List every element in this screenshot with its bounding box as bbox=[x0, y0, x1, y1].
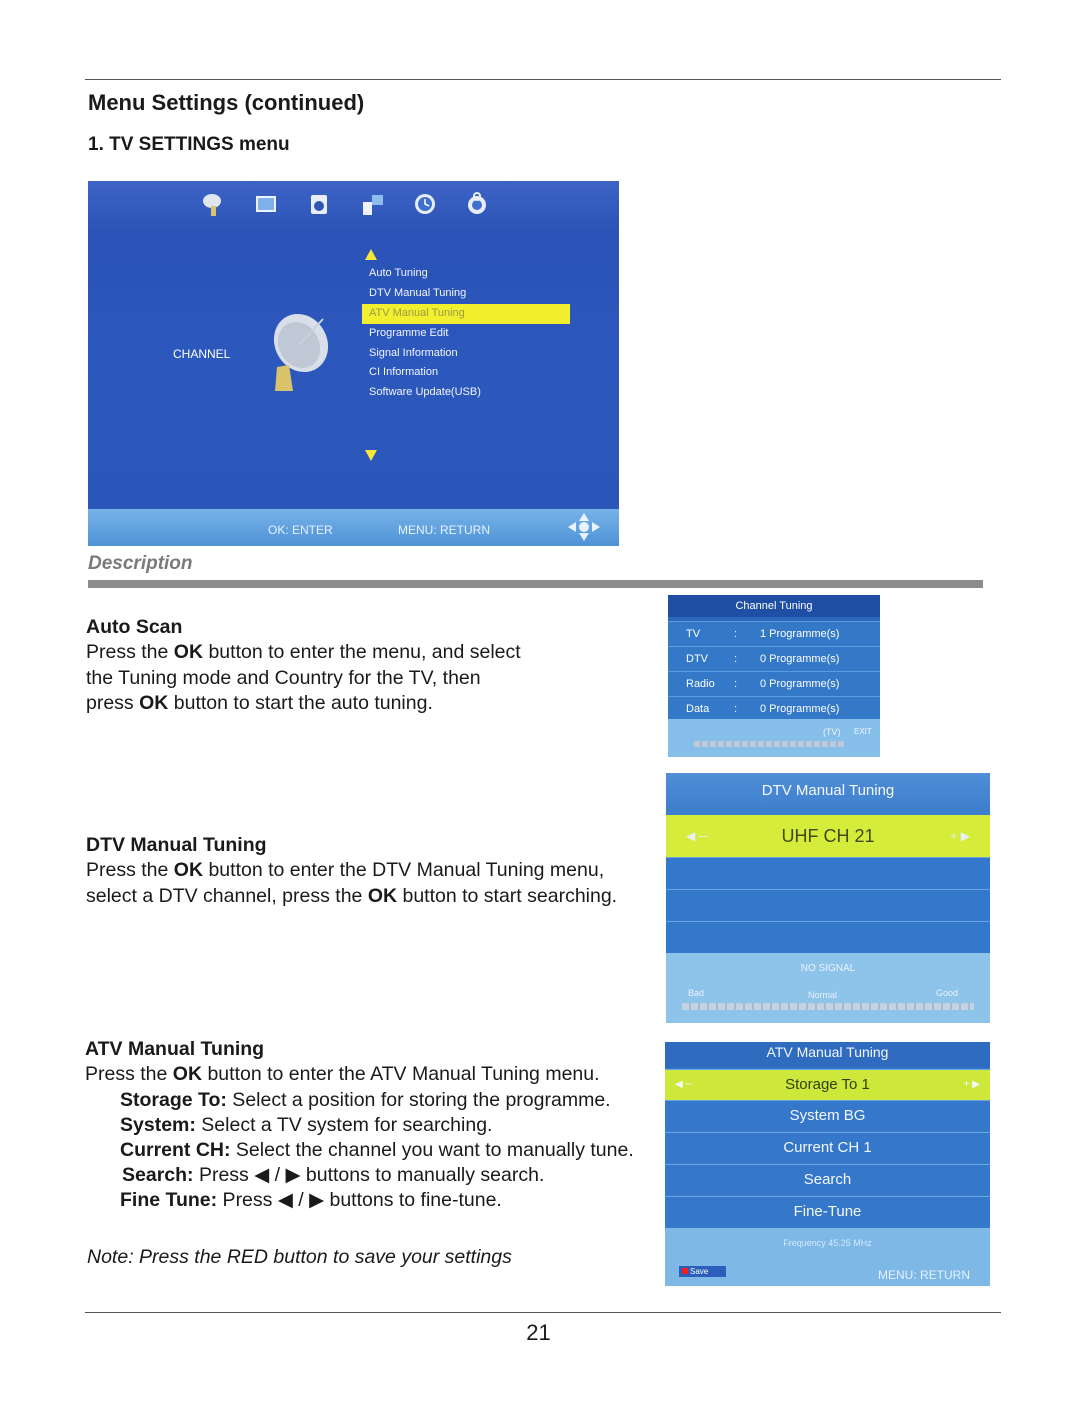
dtv-manual-screenshot bbox=[666, 773, 990, 1023]
category-label: CHANNEL bbox=[173, 347, 231, 361]
no-signal-label: NO SIGNAL bbox=[800, 963, 856, 974]
dtv-empty-row-3 bbox=[666, 921, 990, 954]
channel-row-tv: TV : 1 Programme(s) bbox=[668, 621, 880, 647]
atv-row-search: Search bbox=[665, 1164, 990, 1195]
description-bar bbox=[88, 580, 983, 588]
channel-tuning-footer bbox=[668, 719, 880, 757]
satellite-dish-icon bbox=[263, 309, 333, 391]
dtv-signal-area bbox=[666, 953, 990, 1023]
description-label: Description bbox=[88, 553, 193, 574]
scroll-up-arrow-icon bbox=[365, 249, 377, 260]
dtv-empty-row-1 bbox=[666, 857, 990, 890]
dtv-empty-row-2 bbox=[666, 889, 990, 922]
navigation-arrows-icon bbox=[564, 511, 604, 543]
auto-scan-line-3: press OK button to start the auto tuning. bbox=[86, 692, 433, 714]
save-button[interactable]: Save bbox=[679, 1266, 726, 1277]
dtv-channel-value: UHF CH 21 bbox=[781, 826, 875, 846]
menu-item-dtv-manual-tuning[interactable]: DTV Manual Tuning bbox=[369, 287, 467, 299]
dtv-line-2: select a DTV channel, press the OK button to start searching. bbox=[86, 884, 618, 907]
lock-icon bbox=[464, 191, 490, 217]
tuning-progress-bar bbox=[694, 741, 844, 747]
red-button-icon bbox=[682, 1268, 688, 1274]
channel-row-dtv: DTV : 0 Programme(s) bbox=[668, 646, 880, 672]
menu-return-hint: MENU: RETURN bbox=[878, 1268, 970, 1282]
atv-item-storage: Storage To: Select a position for storing the programme. bbox=[120, 1089, 611, 1111]
tv-top-icon-bar bbox=[88, 181, 619, 233]
signal-strength-bar bbox=[682, 1003, 974, 1010]
atv-row-storage: ◀ ─ Storage To 1 + ▶ bbox=[665, 1069, 990, 1100]
frequency-readout: Frequency 45.25 MHz bbox=[783, 1238, 872, 1248]
auto-scan-line-1: Press the OK button to enter the menu, and select bbox=[86, 641, 521, 663]
dtv-channel-selector bbox=[666, 815, 990, 857]
auto-scan-text bbox=[86, 640, 521, 717]
channel-row-data: Data : 0 Programme(s) bbox=[668, 696, 880, 722]
right-arrow-icon: + ▶ bbox=[950, 829, 970, 843]
atv-row-current-ch: Current CH 1 bbox=[665, 1132, 990, 1163]
atv-item-current-ch: Current CH: Select the channel you want to manually tune. bbox=[120, 1139, 634, 1161]
note-text: Note: Press the RED button to save your settings bbox=[87, 1246, 512, 1268]
channel-row-radio: Radio : 0 Programme(s) bbox=[668, 671, 880, 697]
dtv-panel-title: DTV Manual Tuning bbox=[666, 773, 990, 811]
atv-row-system: System BG bbox=[665, 1100, 990, 1131]
picture-icon bbox=[253, 191, 279, 217]
clock-icon bbox=[412, 191, 438, 217]
scale-normal: Normal bbox=[808, 990, 838, 1000]
dtv-manual-title: DTV Manual Tuning bbox=[86, 834, 267, 856]
ok-enter-hint: OK: ENTER bbox=[268, 523, 333, 537]
atv-item-fine-tune: Fine Tune: Press ◀ / ▶ buttons to fine-tune. bbox=[120, 1189, 502, 1211]
menu-item-signal-information[interactable]: Signal Information bbox=[369, 347, 458, 359]
atv-item-search: Search: Press ◀ / ▶ buttons to manually search. bbox=[122, 1164, 545, 1186]
page-number: 21 bbox=[526, 1320, 551, 1345]
exit-hint: EXIT bbox=[854, 727, 872, 736]
menu-item-atv-manual-tuning[interactable]: ATV Manual Tuning bbox=[369, 307, 465, 319]
menu-item-software-update[interactable]: Software Update(USB) bbox=[369, 386, 481, 398]
atv-panel-title: ATV Manual Tuning bbox=[665, 1042, 990, 1068]
atv-manual-screenshot bbox=[665, 1042, 990, 1286]
sound-icon bbox=[306, 191, 332, 217]
menu-item-programme-edit[interactable]: Programme Edit bbox=[369, 327, 449, 339]
page-title: Menu Settings (continued) bbox=[88, 90, 365, 115]
menu-item-auto-tuning[interactable]: Auto Tuning bbox=[369, 267, 428, 279]
auto-scan-title: Auto Scan bbox=[86, 616, 183, 638]
menu-item-ci-information[interactable]: CI Information bbox=[369, 366, 439, 378]
top-rule bbox=[85, 79, 1001, 80]
auto-scan-line-2: the Tuning mode and Country for the TV, then bbox=[86, 666, 481, 689]
channel-tuning-screenshot bbox=[668, 595, 880, 757]
scroll-down-arrow-icon bbox=[365, 450, 377, 461]
atv-manual-title: ATV Manual Tuning bbox=[85, 1038, 265, 1060]
dtv-line-1: Press the OK button to enter the DTV Manual Tuning menu, bbox=[86, 859, 605, 881]
scale-bad: Bad bbox=[688, 988, 705, 998]
satellite-icon bbox=[200, 191, 226, 217]
options-icon bbox=[360, 191, 386, 217]
left-arrow-icon: ◀ ─ bbox=[675, 1079, 693, 1090]
atv-intro: Press the OK button to enter the ATV Manual Tuning menu. bbox=[85, 1063, 600, 1085]
menu-return-hint: MENU: RETURN bbox=[398, 523, 490, 537]
tv-tag: (TV) bbox=[823, 727, 841, 737]
atv-footer bbox=[665, 1228, 990, 1286]
atv-row-fine-tune: Fine-Tune bbox=[665, 1196, 990, 1227]
tv-bottom-bar bbox=[88, 509, 619, 546]
tv-settings-screenshot bbox=[88, 181, 619, 546]
scale-good: Good bbox=[936, 988, 959, 998]
channel-tuning-title: Channel Tuning bbox=[668, 595, 880, 617]
left-arrow-icon: ◀ ─ bbox=[686, 829, 708, 843]
dtv-manual-text bbox=[86, 858, 617, 909]
bottom-rule bbox=[85, 1312, 1001, 1313]
atv-item-system: System: Select a TV system for searching. bbox=[120, 1114, 493, 1136]
section-subtitle: 1. TV SETTINGS menu bbox=[88, 134, 290, 155]
right-arrow-icon: + ▶ bbox=[963, 1079, 980, 1090]
